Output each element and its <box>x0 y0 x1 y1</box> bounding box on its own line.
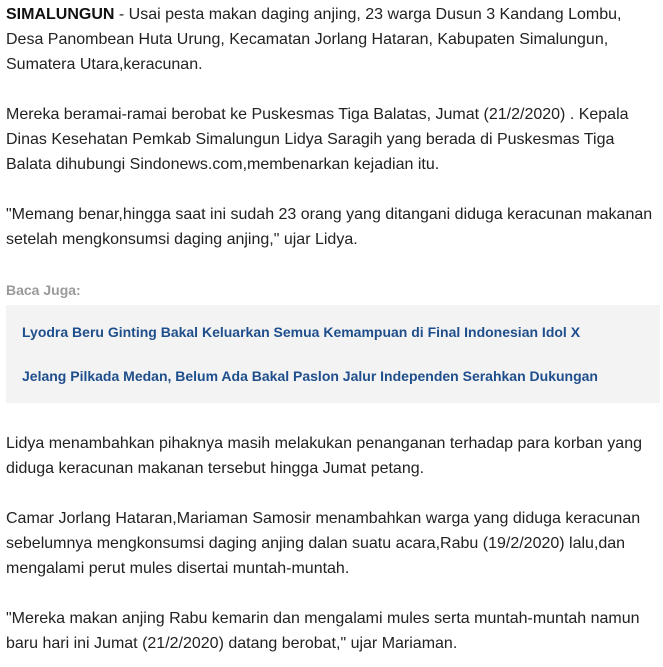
article-paragraph-4: Lidya menambahkan pihaknya masih melakukan penanganan terhadap para korban yang diduga keracunan makanan tersebut hingga Jumat petang. <box>6 435 642 477</box>
article-paragraph-1 <box>6 0 659 77</box>
related-link-1[interactable]: Lyodra Beru Ginting Bakal Keluarkan Semua Kemampuan di Final Indonesian Idol X <box>22 324 581 340</box>
related-link-2[interactable]: Jelang Pilkada Medan, Belum Ada Bakal Paslon Jalur Independen Serahkan Dukungan <box>22 368 598 384</box>
dateline: SIMALUNGUN <box>6 6 115 23</box>
paragraph-1-text: - Usai pesta makan daging anjing, 23 warga Dusun 3 Kandang Lombu, Desa Panombean Huta Urung, Kecamatan Jorlang Hataran, Kabupaten Simalungun, Sumatera Utara,keracunan. <box>6 6 622 73</box>
article-paragraph-2: Mereka beramai-ramai berobat ke Puskesmas Tiga Balatas, Jumat (21/2/2020) . Kepala Dinas Kesehatan Pemkab Simalungun Lidya Saragih yang berada di Puskesmas Tiga Balata dihubungi Sindonews.com,membenarkan kejadian itu. <box>6 106 629 173</box>
related-label: Baca Juga: <box>6 282 81 298</box>
related-articles-box <box>6 305 660 403</box>
article-paragraph-6: "Mereka makan anjing Rabu kemarin dan mengalami mules serta muntah-muntah namun baru hari ini Jumat (21/2/2020) datang berobat," ujar Mariaman. <box>6 610 640 652</box>
article-paragraph-5: Camar Jorlang Hataran,Mariaman Samosir menambahkan warga yang diduga keracunan sebelumnya mengkonsumsi daging anjing dalan suatu acara,Rabu (19/2/2020) lalu,dan mengalami perut mules disertai muntah-muntah. <box>6 510 641 577</box>
article-paragraph-3: "Memang benar,hingga saat ini sudah 23 orang yang ditangani diduga keracunan makanan setelah mengkonsumsi daging anjing," ujar Lidya. <box>6 206 653 248</box>
